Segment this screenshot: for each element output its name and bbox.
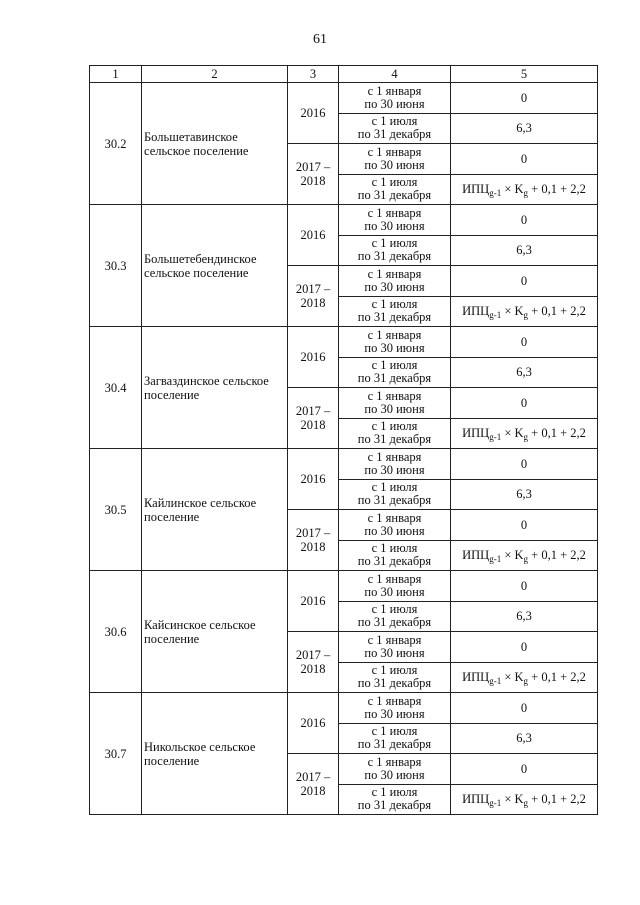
period-to: по 30 июня [364, 96, 425, 111]
period-from: с 1 июля [371, 541, 418, 556]
period-from: с 1 января [367, 510, 422, 525]
period-cell [339, 479, 451, 510]
header-col-2: 2 [142, 66, 288, 83]
year-second-line1: 2017 – [295, 160, 331, 174]
period-cell [339, 357, 451, 388]
period-cell [339, 327, 451, 358]
table-row [90, 205, 598, 236]
period-from: с 1 июля [371, 297, 418, 312]
year-second-line1: 2017 – [295, 526, 331, 540]
year-second-line2: 2018 [300, 418, 326, 432]
value-cell: 6,3 [451, 601, 598, 632]
settlement-code: 30.3 [90, 205, 142, 327]
formula-tail: + 0,1 + 2,2 [528, 792, 586, 807]
period-cell [339, 266, 451, 297]
period-to: по 30 июня [364, 157, 425, 172]
formula-cell [451, 784, 598, 815]
formula-mid: × K [501, 548, 524, 563]
year-cell [288, 693, 339, 754]
formula-sub-1: g-1 [489, 188, 502, 199]
formula-tail: + 0,1 + 2,2 [528, 670, 586, 685]
period-from: с 1 января [367, 205, 422, 220]
formula-main: ИПЦ [462, 426, 490, 441]
year-cell [288, 632, 339, 693]
year-cell [288, 754, 339, 815]
period-to: по 30 июня [364, 340, 425, 355]
settlement-code: 30.7 [90, 693, 142, 815]
period-cell [339, 144, 451, 175]
value-cell: 0 [451, 632, 598, 663]
formula-mid: × K [501, 182, 524, 197]
year-second-line2: 2018 [300, 784, 326, 798]
period-to: по 31 декабря [357, 493, 432, 508]
period-cell [339, 540, 451, 571]
value-cell: 6,3 [451, 479, 598, 510]
value-cell: 0 [451, 83, 598, 114]
value-cell: 0 [451, 693, 598, 724]
settlement-code: 30.2 [90, 83, 142, 205]
period-cell [339, 784, 451, 815]
table-row [90, 571, 598, 602]
table-row [90, 83, 598, 114]
table-row [90, 449, 598, 480]
period-to: по 30 июня [364, 523, 425, 538]
year-first: 2016 [300, 472, 326, 486]
value-cell: 6,3 [451, 723, 598, 754]
period-from: с 1 января [367, 449, 422, 464]
period-cell [339, 754, 451, 785]
period-to: по 31 декабря [357, 676, 432, 691]
period-to: по 31 декабря [357, 249, 432, 264]
year-second-line2: 2018 [300, 296, 326, 310]
formula-main: ИПЦ [462, 304, 490, 319]
year-first: 2016 [300, 716, 326, 730]
year-cell [288, 449, 339, 510]
period-to: по 31 декабря [357, 554, 432, 569]
header-col-3: 3 [288, 66, 339, 83]
year-second-line1: 2017 – [295, 770, 331, 784]
year-second-line1: 2017 – [295, 648, 331, 662]
period-cell [339, 235, 451, 266]
period-cell [339, 723, 451, 754]
period-from: с 1 июля [371, 114, 418, 129]
period-cell [339, 174, 451, 205]
period-cell [339, 113, 451, 144]
year-cell [288, 144, 339, 205]
formula-sub-2: g [523, 554, 529, 565]
formula-sub-2: g [523, 188, 529, 199]
formula-main: ИПЦ [462, 182, 490, 197]
year-second-line2: 2018 [300, 174, 326, 188]
period-cell [339, 662, 451, 693]
formula-cell [451, 540, 598, 571]
period-to: по 31 декабря [357, 371, 432, 386]
period-from: с 1 января [367, 144, 422, 159]
value-cell: 0 [451, 510, 598, 541]
period-from: с 1 января [367, 266, 422, 281]
settlement-name: Загваздинское сельское поселение [142, 327, 288, 449]
header-col-4: 4 [339, 66, 451, 83]
header-col-5: 5 [451, 66, 598, 83]
settlement-code: 30.4 [90, 327, 142, 449]
year-cell [288, 327, 339, 388]
period-cell [339, 571, 451, 602]
year-first: 2016 [300, 228, 326, 242]
header-row [90, 66, 598, 83]
period-to: по 30 июня [364, 645, 425, 660]
formula-tail: + 0,1 + 2,2 [528, 426, 586, 441]
period-to: по 31 декабря [357, 310, 432, 325]
year-first: 2016 [300, 594, 326, 608]
period-from: с 1 июля [371, 602, 418, 617]
formula-tail: + 0,1 + 2,2 [528, 182, 586, 197]
period-from: с 1 января [367, 693, 422, 708]
value-cell: 0 [451, 266, 598, 297]
formula-cell [451, 662, 598, 693]
year-second-line2: 2018 [300, 662, 326, 676]
period-from: с 1 июля [371, 724, 418, 739]
formula-main: ИПЦ [462, 670, 490, 685]
period-cell [339, 601, 451, 632]
formula-sub-2: g [523, 432, 529, 443]
year-second-line2: 2018 [300, 540, 326, 554]
period-from: с 1 января [367, 632, 422, 647]
period-from: с 1 июля [371, 785, 418, 800]
period-to: по 30 июня [364, 218, 425, 233]
formula-sub-2: g [523, 798, 529, 809]
formula-cell [451, 418, 598, 449]
period-to: по 30 июня [364, 462, 425, 477]
value-cell: 0 [451, 327, 598, 358]
year-cell [288, 510, 339, 571]
settlement-name: Большетебендинское сельское поселение [142, 205, 288, 327]
period-to: по 30 июня [364, 401, 425, 416]
formula-main: ИПЦ [462, 792, 490, 807]
period-from: с 1 января [367, 388, 422, 403]
formula-sub-2: g [523, 676, 529, 687]
period-to: по 31 декабря [357, 127, 432, 142]
settlement-code: 30.5 [90, 449, 142, 571]
period-to: по 31 декабря [357, 188, 432, 203]
value-cell: 6,3 [451, 113, 598, 144]
formula-mid: × K [501, 792, 524, 807]
value-cell: 0 [451, 388, 598, 419]
table-row [90, 327, 598, 358]
period-from: с 1 июля [371, 236, 418, 251]
period-cell [339, 449, 451, 480]
value-cell: 0 [451, 571, 598, 602]
year-second-line1: 2017 – [295, 404, 331, 418]
period-to: по 31 декабря [357, 615, 432, 630]
value-cell: 0 [451, 144, 598, 175]
formula-tail: + 0,1 + 2,2 [528, 304, 586, 319]
period-to: по 31 декабря [357, 737, 432, 752]
period-to: по 31 декабря [357, 798, 432, 813]
period-cell [339, 296, 451, 327]
year-first: 2016 [300, 106, 326, 120]
formula-sub-1: g-1 [489, 432, 502, 443]
period-from: с 1 июля [371, 175, 418, 190]
settlement-code: 30.6 [90, 571, 142, 693]
value-cell: 0 [451, 449, 598, 480]
year-cell [288, 205, 339, 266]
year-cell [288, 83, 339, 144]
year-first: 2016 [300, 350, 326, 364]
period-from: с 1 января [367, 754, 422, 769]
period-from: с 1 июля [371, 663, 418, 678]
value-cell: 0 [451, 754, 598, 785]
period-cell [339, 693, 451, 724]
settlement-name: Кайсинское сельское поселение [142, 571, 288, 693]
header-col-1: 1 [90, 66, 142, 83]
period-cell [339, 205, 451, 236]
period-from: с 1 июля [371, 419, 418, 434]
period-to: по 31 декабря [357, 432, 432, 447]
year-second-line1: 2017 – [295, 282, 331, 296]
formula-sub-1: g-1 [489, 310, 502, 321]
tariff-table [89, 65, 598, 815]
formula-mid: × K [501, 304, 524, 319]
period-cell [339, 510, 451, 541]
table-row [90, 693, 598, 724]
value-cell: 0 [451, 205, 598, 236]
page-number: 61 [313, 32, 327, 47]
settlement-name: Большетавинское сельское поселение [142, 83, 288, 205]
period-to: по 30 июня [364, 706, 425, 721]
formula-cell [451, 296, 598, 327]
period-from: с 1 января [367, 83, 422, 98]
settlement-name: Никольское сельское поселение [142, 693, 288, 815]
period-from: с 1 июля [371, 358, 418, 373]
formula-sub-1: g-1 [489, 554, 502, 565]
formula-main: ИПЦ [462, 548, 490, 563]
period-cell [339, 388, 451, 419]
period-to: по 30 июня [364, 767, 425, 782]
settlement-name: Кайлинское сельское поселение [142, 449, 288, 571]
period-cell [339, 418, 451, 449]
period-from: с 1 января [367, 571, 422, 586]
period-cell [339, 632, 451, 663]
formula-sub-1: g-1 [489, 676, 502, 687]
period-to: по 30 июня [364, 584, 425, 599]
value-cell: 6,3 [451, 357, 598, 388]
year-cell [288, 388, 339, 449]
year-cell [288, 266, 339, 327]
formula-mid: × K [501, 426, 524, 441]
formula-sub-1: g-1 [489, 798, 502, 809]
table-body [90, 83, 598, 815]
formula-tail: + 0,1 + 2,2 [528, 548, 586, 563]
period-cell [339, 83, 451, 114]
formula-sub-2: g [523, 310, 529, 321]
year-cell [288, 571, 339, 632]
period-from: с 1 июля [371, 480, 418, 495]
period-to: по 30 июня [364, 279, 425, 294]
period-from: с 1 января [367, 327, 422, 342]
formula-mid: × K [501, 670, 524, 685]
value-cell: 6,3 [451, 235, 598, 266]
formula-cell [451, 174, 598, 205]
